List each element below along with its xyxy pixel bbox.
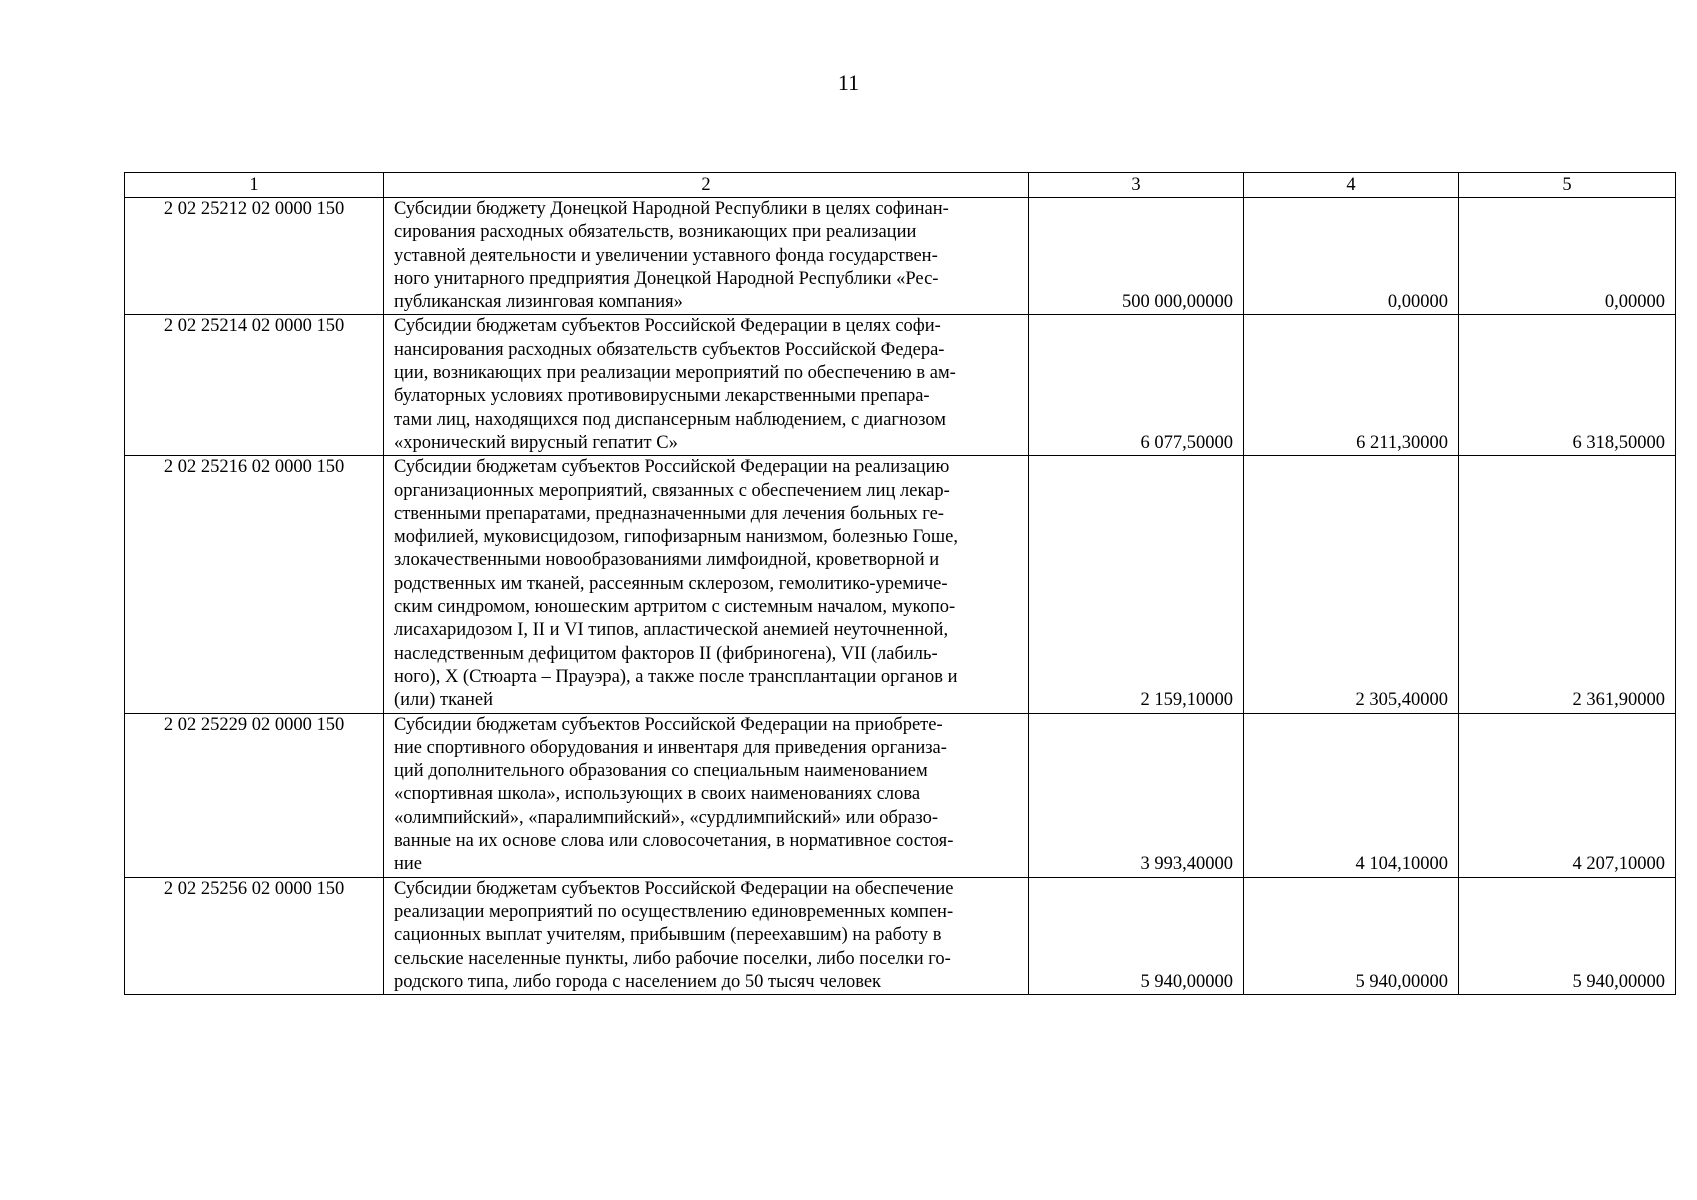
- amount-cell-4: 0,00000: [1244, 198, 1459, 315]
- description-line: ванные на их основе слова или словосочетания, в нормативное состоя-: [394, 831, 954, 852]
- description-line: Субсидии бюджетам субъектов Российской Федерации в целях софи-: [394, 316, 941, 337]
- amount-cell-3: 5 940,00000: [1029, 877, 1244, 994]
- description-cell: [384, 198, 1029, 315]
- description-line: ским синдромом, юношеским артритом с системным началом, мукопо-: [394, 597, 956, 618]
- amount-cell-3: 3 993,40000: [1029, 713, 1244, 877]
- column-header-2: 2: [384, 173, 1029, 198]
- table-row: [125, 456, 1676, 713]
- description-line: Субсидии бюджетам субъектов Российской Федерации на обеспечение: [394, 878, 954, 899]
- description-line: родского типа, либо города с населением до 50 тысяч человек: [394, 971, 882, 992]
- description-line: лисахаридозом I, II и VI типов, апластической анемией неуточненной,: [394, 620, 949, 641]
- column-number-row: [125, 173, 1676, 198]
- amount-cell-3: 500 000,00000: [1029, 198, 1244, 315]
- table-row: [125, 877, 1676, 994]
- description-line: «олимпийский», «паралимпийский», «сурдлимпийский» или образо-: [394, 807, 939, 828]
- amount-cell-5: 0,00000: [1459, 198, 1676, 315]
- amount-cell-4: 2 305,40000: [1244, 456, 1459, 713]
- description-line: злокачественными новообразованиями лимфоидной, кроветворной и: [394, 550, 940, 571]
- description-line: публиканская лизинговая компания»: [394, 292, 683, 313]
- description-line: (или) тканей: [394, 690, 493, 711]
- description-line: ние спортивного оборудования и инвентаря для приведения организа-: [394, 737, 947, 758]
- page-number: 11: [837, 70, 860, 95]
- revenue-code-cell: 2 02 25216 02 0000 150: [125, 456, 384, 713]
- amount-cell-3: 6 077,50000: [1029, 315, 1244, 456]
- description-line: нансирования расходных обязательств субъектов Российской Федера-: [394, 339, 945, 360]
- amount-cell-4: 5 940,00000: [1244, 877, 1459, 994]
- description-line: наследственным дефицитом факторов II (фибриногена), VII (лабиль-: [394, 643, 938, 664]
- description-line: ние: [394, 854, 423, 875]
- description-line: организационных мероприятий, связанных с обеспечением лиц лекар-: [394, 480, 950, 501]
- revenue-code-cell: 2 02 25256 02 0000 150: [125, 877, 384, 994]
- amount-cell-4: 4 104,10000: [1244, 713, 1459, 877]
- description-cell: [384, 713, 1029, 877]
- description-cell: [384, 877, 1029, 994]
- table-body: [125, 198, 1676, 995]
- column-header-5: 5: [1459, 173, 1676, 198]
- description-cell: [384, 315, 1029, 456]
- description-line: булаторных условиях противовирусными лекарственными препара-: [394, 386, 930, 407]
- description-line: «хронический вирусный гепатит С»: [394, 432, 678, 453]
- description-line: реализации мероприятий по осуществлению единовременных компен-: [394, 901, 954, 922]
- budget-table: [124, 172, 1676, 995]
- description-line: ного), X (Стюарта – Прауэра), а также после трансплантации органов и: [394, 666, 958, 687]
- column-header-3: 3: [1029, 173, 1244, 198]
- revenue-code-cell: 2 02 25212 02 0000 150: [125, 198, 384, 315]
- description-line: ного унитарного предприятия Донецкой Народной Республики «Рес-: [394, 268, 939, 289]
- description-line: сельские населенные пункты, либо рабочие поселки, либо поселки го-: [394, 948, 951, 969]
- description-cell: [384, 456, 1029, 713]
- description-line: сирования расходных обязательств, возникающих при реализации: [394, 222, 917, 243]
- description-line: родственных им тканей, рассеянным склерозом, гемолитико-уремиче-: [394, 573, 948, 594]
- description-line: ственными препаратами, предназначенными для лечения больных ге-: [394, 503, 944, 524]
- description-line: мофилией, муковисцидозом, гипофизарным нанизмом, болезнью Гоше,: [394, 527, 959, 548]
- column-header-4: 4: [1244, 173, 1459, 198]
- amount-cell-5: 5 940,00000: [1459, 877, 1676, 994]
- amount-cell-3: 2 159,10000: [1029, 456, 1244, 713]
- description-line: ций дополнительного образования со специальным наименованием: [394, 761, 928, 782]
- table-row: [125, 315, 1676, 456]
- revenue-code-cell: 2 02 25214 02 0000 150: [125, 315, 384, 456]
- revenue-code-cell: 2 02 25229 02 0000 150: [125, 713, 384, 877]
- column-header-1: 1: [125, 173, 384, 198]
- amount-cell-5: 4 207,10000: [1459, 713, 1676, 877]
- amount-cell-5: 6 318,50000: [1459, 315, 1676, 456]
- table-row: [125, 713, 1676, 877]
- description-line: Субсидии бюджету Донецкой Народной Республики в целях софинан-: [394, 199, 949, 219]
- description-line: сационных выплат учителям, прибывшим (переехавшим) на работу в: [394, 925, 942, 946]
- description-line: Субсидии бюджетам субъектов Российской Федерации на приобрете-: [394, 714, 943, 735]
- amount-cell-4: 6 211,30000: [1244, 315, 1459, 456]
- table-row: [125, 198, 1676, 315]
- description-line: тами лиц, находящихся под диспансерным наблюдением, с диагнозом: [394, 409, 946, 430]
- description-line: уставной деятельности и увеличении уставного фонда государствен-: [394, 245, 938, 266]
- amount-cell-5: 2 361,90000: [1459, 456, 1676, 713]
- description-line: ции, возникающих при реализации мероприятий по обеспечению в ам-: [394, 363, 956, 384]
- description-line: «спортивная школа», использующих в своих наименованиях слова: [394, 784, 921, 805]
- description-line: Субсидии бюджетам субъектов Российской Федерации на реализацию: [394, 457, 950, 478]
